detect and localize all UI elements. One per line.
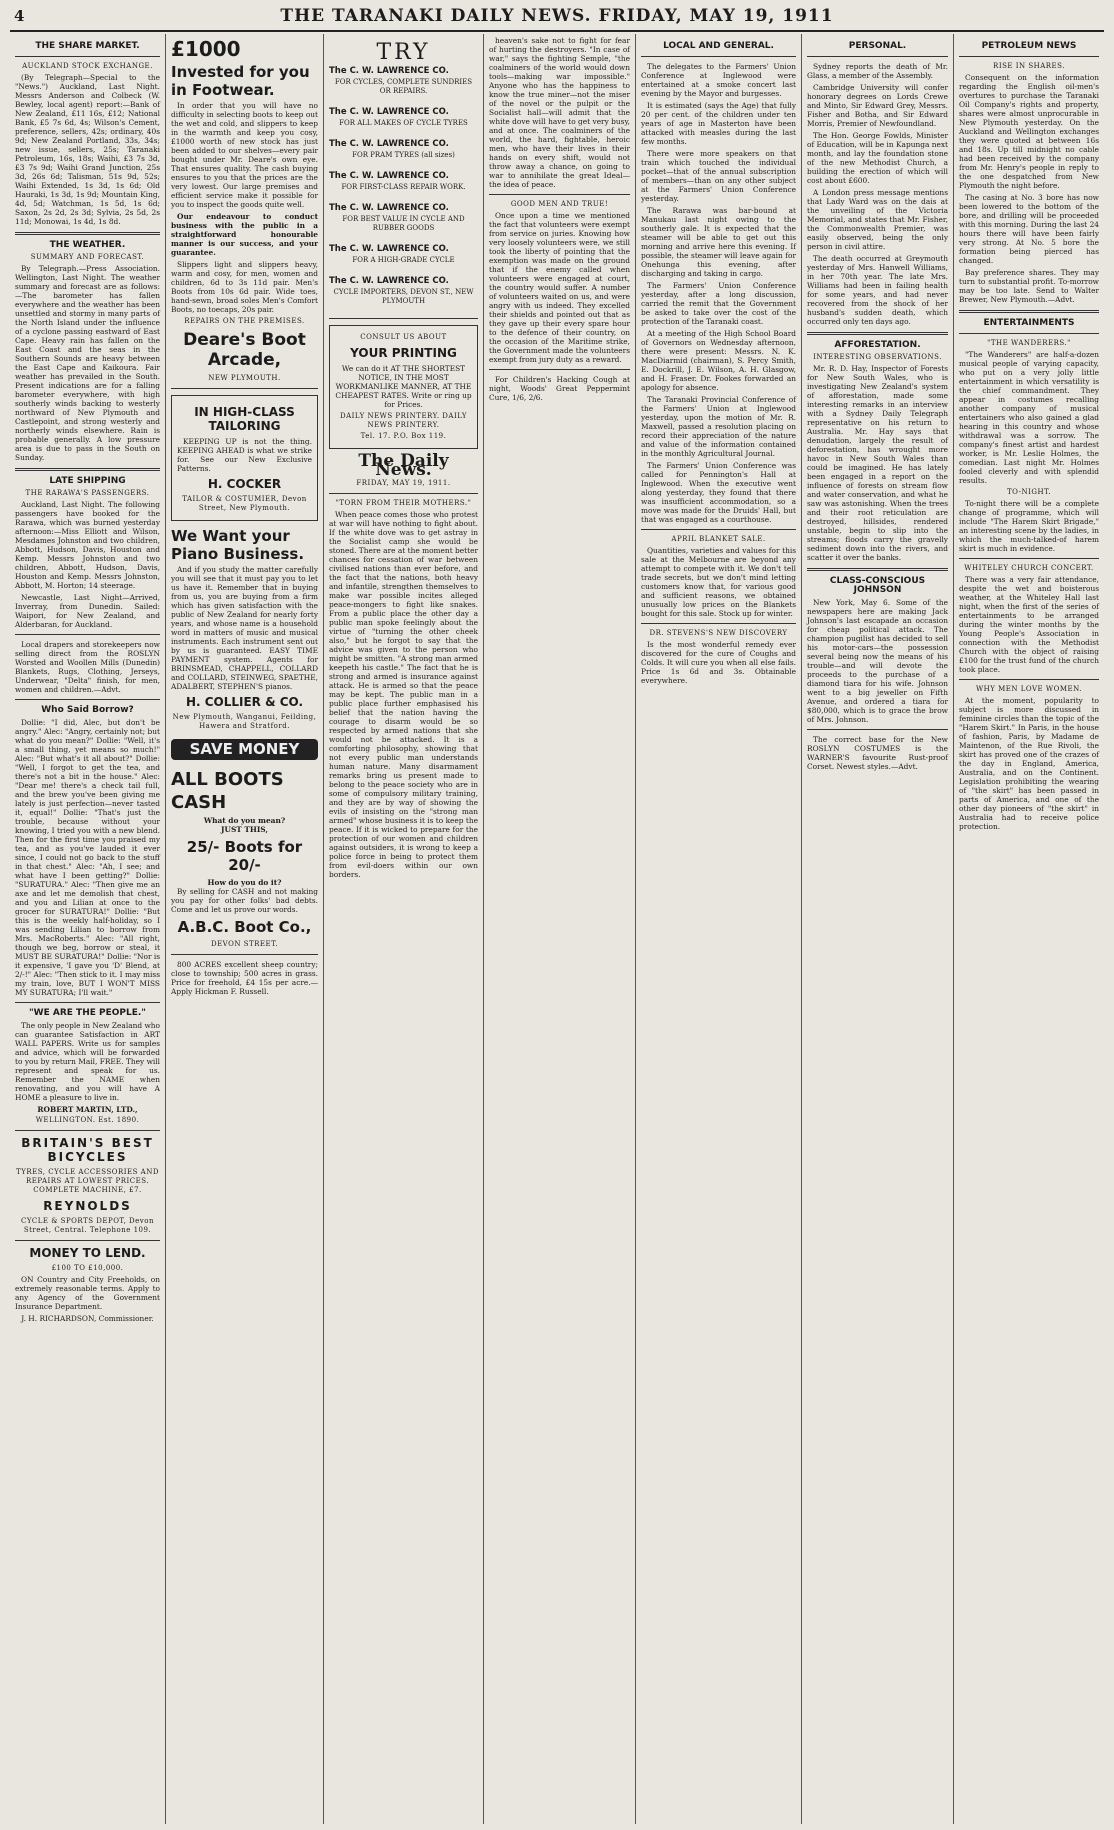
local-item: It is estimated (says the Age) that fully 20 per cent. of the children under ten years of age in Masterton have been attacked with measles during the last few months. xyxy=(641,101,796,146)
all-boots-cash: ALL BOOTS CASH xyxy=(171,769,284,813)
editorial-continued: heaven's sake not to fight for fear of hurting the destroyers. "In case of war," says the fighting Semple, "the coalminers of the world would down tools—making war impossible." Anyone who has the happiness to know the true miner—not the miser of the novel or the pulpit or the Socialist hall—will admit that the white dove will have to get very busy, and at once. The coalminers of the world, the hard, fightable, heroic men, who have their lives in their hands on every shift, would not throw away a chance, on going to war to annihilate the great Ideal—the idea of peace. xyxy=(489,36,630,189)
shipping-subhead: THE RARAWA'S PASSENGERS. xyxy=(25,489,150,497)
column-3 xyxy=(324,34,484,1824)
columns xyxy=(10,34,1104,1824)
column-4 xyxy=(484,34,636,1824)
shipping-report: Auckland, Last Night. The following passengers have booked for the Rarawa, which was burned yesterday afternoon:—Miss Elliott and Wilson, Mesdames Johnston and two children, Abbott, Hudson, Davis, Houston and Kemp. Messrs Johnston and two children, Abbott, Hudson, Davis, Houston and Kemp. Messrs Johnston, Abbott, M. Horton; 14 steerage. xyxy=(15,500,160,590)
cocker-name: H. COCKER xyxy=(207,477,282,491)
local-item: The Farmers' Union Conference yesterday, after a long discussion, carried the remit that the Government be asked to take over the cost of the protection of the Taranaki coast. xyxy=(641,281,796,326)
newcastle-report: Newcastle, Last Night—Arrived, Inverray, from Dunedin. Sailed: Waipori, for New Zealand, and Alderbaran, for Auckland. xyxy=(15,593,160,629)
acres-advert: 800 ACRES excellent sheep country; close to township; 500 acres in grass. Price for freehold, £4 15s per acre.—Apply Hickman F. Russell. xyxy=(171,960,318,996)
tailoring-advert xyxy=(171,395,318,521)
printery-tel: Tel. 17. P.O. Box 119. xyxy=(360,432,447,440)
lawrence-line: FOR FIRST-CLASS REPAIR WORK. xyxy=(341,183,466,191)
boots-how: How do you do it? xyxy=(207,878,282,887)
boots-question: What do you mean? xyxy=(203,816,286,825)
tyres-advert: TYRES, CYCLE ACCESSORIES AND REPAIRS AT LOWEST PRICES. COMPLETE MACHINE, £7. xyxy=(16,1168,159,1194)
stevens-heading: DR. STEVENS'S NEW DISCOVERY xyxy=(649,629,788,637)
cough-advert: For Children's Hacking Cough at night, Woods' Great Peppermint Cure, 1/6, 2/6. xyxy=(489,375,630,402)
printing-advert xyxy=(329,325,478,449)
local-item: The Farmers' Union Conference was called for Pennington's Hall at Inglewood. When the executive went along yesterday, they found that there was insufficient accommodation, so a move was made for the Druids' Hall, but that was engaged as a courthouse. xyxy=(641,461,796,524)
local-item: At a meeting of the High School Board of Governors on Wednesday afternoon, there were present: Messrs. N. K. MacDiarmid (chairman), S. Percy Smith, E. Dockrill, J. E. Wilson, A. H. Glasgow, and H. Fraser. Dr. Fookes forwarded an apology for absence. xyxy=(641,329,796,392)
piano-body: And if you study the matter carefully you will see that it must pay you to let us have it. Remember that in buying from us, you are buying from a firm which has given satisfaction with the public of New Zealand for nearly forty years, and whose name is a household word in matters of music and musical instruments. Each instrument sent out by us is guaranteed. EASY TIME PAYMENT system. Agents for BRINSMEAD, CHAPPELL, COLLARD and COLLARD, STEINWEG, SPAETHE, ADALBERT, STEPHEN'S pianos. xyxy=(171,565,318,691)
whiteley-heading: WHITELEY CHURCH CONCERT. xyxy=(964,564,1094,572)
paper-title: The Daily News. xyxy=(358,451,449,480)
column-6 xyxy=(802,34,954,1824)
money-range: £100 TO £10,000. xyxy=(51,1264,124,1272)
petroleum-heading: PETROLEUM NEWS xyxy=(981,41,1077,51)
boots-price: 25/- Boots for 20/- xyxy=(186,838,303,874)
deare-place: NEW PLYMOUTH. xyxy=(208,374,281,382)
reynolds-address: CYCLE & SPORTS DEPOT, Devon Street, Central. Telephone 109. xyxy=(21,1217,154,1234)
lawrence-name: The C. W. LAWRENCE CO. xyxy=(329,276,449,286)
robert-martin: ROBERT MARTIN, LTD., xyxy=(37,1105,138,1114)
lawrence-line: FOR A HIGH-GRADE CYCLE xyxy=(352,256,455,264)
footwear-heading: Invested for you in Footwear. xyxy=(171,63,310,99)
repairs-note: REPAIRS ON THE PREMISES. xyxy=(184,317,305,325)
afforestation-heading: AFFORESTATION. xyxy=(834,340,921,350)
lawrence-line: FOR CYCLES, COMPLETE SUNDRIES OR REPAIRS. xyxy=(334,78,473,95)
tailoring-body: KEEPING UP is not the thing. KEEPING AHEAD is what we strike for. See our New Exclusive Patterns. xyxy=(177,437,312,473)
local-item: The delegates to the Farmers' Union Conference at Inglewood were entertained at a smoke concert last evening by the Mayor and burgesses. xyxy=(641,62,796,98)
abc-boot-name: A.B.C. Boot Co., xyxy=(177,918,312,936)
stevens-body: Is the most wonderful remedy ever discovered for the cure of Coughs and Colds. It will cure you when all else fails. Price 1s 6d and 3s. Obtainable everywhere. xyxy=(641,640,796,685)
piano-heading: We Want your Piano Business. xyxy=(171,527,305,563)
editorial-body: When peace comes those who protest at war will have nothing to fight about. If the white dove was to get astray in the Socialist camp she would be stoned. There are at the moment better chances for cessation of war between civilised nations than ever before, and the fact that the nations, both heavy and infantile, strengthen themselves to make war possible incites alleged peace-mongers to fight like snakes. From a public place the other day a public man spoke feelingly about the virtue of "turning the other cheek also," but he forgot to say that the advice was given to the person who might be smitten. "A strong man armed keepeth his castle." The fact that he is strong and armed is insurance against attack. He is armed so that the peace may be kept. The public man in a public place further emphasised his belief that the nation having the courage to disarm would be so respected by armed nations that she would not be attacked. It is a comforting philosophy, showing that not every public man understands human nature. Many disarmament remarks bring us present made to belong to the peace society who are in some of compulsory military training, and they are by way of showing the evils of insisting on the "strong man armed" whose business it is to keep the peace. If it is wicked to prepare for the protection of our women and children against outsiders, it is wrong to keep a police force in being to protect them from evil-doers within our own borders. xyxy=(329,510,478,879)
printing-heading: YOUR PRINTING xyxy=(350,346,457,360)
boots-this: JUST THIS, xyxy=(221,825,268,834)
weather-subhead: SUMMARY AND FORECAST. xyxy=(30,253,145,261)
personal-heading: PERSONAL. xyxy=(848,41,907,51)
bay-advert: Bay preference shares. They may turn to substantial profit. To-morrow may be too late. Send to Walter Brewer, New Plymouth.—Advt. xyxy=(959,268,1099,304)
lawrence-advert xyxy=(329,67,478,306)
johnson-body: New York, May 6. Some of the newspapers here are making Jack Johnson's last escapade an occasion for cheap political attack. The champion pugilist has decided to sell his motor-cars—the possession several being now the means of his trouble—and will devote the proceeds to the purchase of a diamond tiara for his wife. Johnson went to a big jeweller on Fifth Avenue, and ordered a tiara for $80,000, which is to grace the brow of Mrs. Johnson. xyxy=(807,598,948,724)
column-7 xyxy=(954,34,1104,1824)
collier-name: H. COLLIER & CO. xyxy=(185,695,304,709)
reynolds: REYNOLDS xyxy=(43,1199,132,1213)
personal-item: Sydney reports the death of Mr. Glass, a member of the Assembly. xyxy=(807,62,948,80)
local-item: There were more speakers on that train which touched the individual pocket—that of the annual subscription of members—than on any other subject at the Farmers' Union Conference yesterday. xyxy=(641,149,796,203)
tonight-heading: TO-NIGHT. xyxy=(1007,488,1051,496)
lawrence-line: FOR ALL MAKES OF CYCLE TYRES xyxy=(339,119,468,127)
local-heading: LOCAL AND GENERAL. xyxy=(663,41,774,51)
try-heading: TRY xyxy=(376,40,431,65)
printery-name: DAILY NEWS PRINTERY. DAILY NEWS PRINTERY. xyxy=(339,412,468,429)
roslyn-advert: Local drapers and storekeepers now selling direct from the ROSLYN Worsted and Woollen Mills (Dunedin) Blankets, Rugs, Clothing, Jerseys, Underwear, "Delta" finish, for men, women and children.—Advt. xyxy=(15,640,160,694)
shipping-heading: LATE SHIPPING xyxy=(49,476,126,486)
whiteley-body: There was a very fair attendance, despite the wet and boisterous weather, at the Whiteley Hall last night, when the first of the series of entertainments to be arranged during the winter months by the Young People's Association in connection with the Methodist Church with the object of raising £100 for the trust fund of the church took place. xyxy=(959,575,1099,674)
consult-text: CONSULT US ABOUT xyxy=(360,333,447,341)
robert-martin-place: WELLINGTON. Est. 1890. xyxy=(35,1116,140,1124)
weather-heading: THE WEATHER. xyxy=(49,240,126,250)
money-heading: MONEY TO LEND. xyxy=(29,1246,146,1260)
page-number: 4 xyxy=(14,7,25,25)
weather-report: By Telegraph.—Press Association. Wellington, Last Night. The weather summary and forecast are as follows:—The barometer has fallen everywhere and the weather has been unsettled and stormy in many parts of the North Island under the influence of a cyclone passing eastward of East Cape. Heavy rain has fallen on the East Coast and the seas in the Southern Sounds are heavy between the East Cape and Kaikoura. Fair weather has prevailed in the South. Present indications are for a falling barometer everywhere, with high southerly winds backing to westerly northward of New Plymouth and Castlepoint, and strong westerly and northerly winds elsewhere. Rain is probable generally. A low pressure area is due to pass in the South on Sunday. xyxy=(15,264,160,462)
lawrence-name: The C. W. LAWRENCE CO. xyxy=(329,139,449,149)
borrow-dialogue: Dollie: "I did, Alec, but don't be angry." Alec: "Angry, certainly not; but what do you mean?" Dollie: "Well, it's a small thing, yet means so much!" Alec: "But what's it all about?" Dollie: "Well, I forgot to get the tea, and there's not a bit in the house." Alec: "Dear me! there's a check tail full, and the brew you've been giving me lately is just perfection—never tasted it, equal!" Dollie: "That's just the trouble, because without your knowing, I tried you with a new blend. Then for the first time you praised my tea, and as you've lauded it ever since, I could not go back to the stuff in that chest." Alec: "Ah, I see; and what have I been getting?" Dollie: "SURATURA." Alec: "Then give me an axe and let me demolish that chest, and you and Lilian at once to the grocer for SURATURA!" Dollie: "But this is the weekly half-holiday, so I was sending Lilian to borrow from Mrs. MacRoberts." Alec: "All right, though we beg, borrow or steal, it MUST BE SURATURA!" Dollie: "Nor is it expensive, 'I gave you 'D' Blend, at 2/-!" Alec: "Then stick to it. I may miss my train, love, BUT I WON'T MISS MY SURATURA; I'll wait." xyxy=(15,718,160,997)
sale-body: Quantities, varieties and values for this sale at the Melbourne are beyond any attempt to compete with it. We don't tell trade secrets, but we don't mind letting customers know that, for various good and sufficient reasons, we obtained unusually low prices on the Blankets bought for this sale. Stock up for winter. xyxy=(641,546,796,618)
petroleum-body: Consequent on the information regarding the English oil-men's overtures to purchase the Taranaki Oil Company's rights and property, shares were almost unprocurable in New Plymouth yesterday. On the Auckland and Wellington exchanges they were quoted at between 16s and 18s. Up till midnight no cable had been received by the company from Mr. Henry's people in reply to the one despatched from New Plymouth the night before. xyxy=(959,73,1099,190)
tonight-body: To-night there will be a complete change of programme, which will include "The Harem Skirt Brigade," an interesting scene by the ladies, in which the much-talked-of harem skirt is much in evidence. xyxy=(959,499,1099,553)
local-item: The Rarawa was bar-bound at Manukau last night owing to the southerly gale. It is expected that the steamer will be able to get out this morning and arrive here this evening. If possible, the steamer will leave again for Onehunga this evening, after discharging and taking in cargo. xyxy=(641,206,796,278)
column-2 xyxy=(166,34,324,1824)
boots-body: By selling for CASH and not making you pay for other folks' bad debts. Come and let us prove our words. xyxy=(171,887,318,914)
afforestation-subhead: INTERESTING OBSERVATIONS. xyxy=(813,353,942,361)
petroleum-subhead: RISE IN SHARES. xyxy=(993,62,1065,70)
women-body: At the moment, popularity to subject is more discussed in feminine circles than the topic of the "Harem Skirt." In Paris, in the house of fashion, Paris, by Madame de Maintenon, of the Rue Rivoli, the skirt has proved one of the crazes of the day in England, America, Australia, and on the Continent. Legislation prohibiting the wearing of "the skirt" has been passed in parts of America, and one of the other day pioneers of "the skirt" in Australia had to receive police protection. xyxy=(959,696,1099,831)
borrow-heading: Who Said Borrow? xyxy=(41,705,134,715)
wanderers-heading: "THE WANDERERS." xyxy=(987,339,1071,347)
local-item: The Taranaki Provincial Conference of the Farmers' Union at Inglewood yesterday, upon the motion of Mr. R. Maxwell, passed a resolution placing on record their appreciation of the nature and value of the information contained in the monthly Agricultural Journal. xyxy=(641,395,796,458)
people-advert: The only people in New Zealand who can guarantee Satisfaction in ART WALL PAPERS. Write us for samples and advice, which will be forwarded to you by return Mail, FREE. They will represent and speak for us. Remember the NAME when renovating, and you will have A HOME a pleasure to live in. xyxy=(15,1021,160,1102)
column-5 xyxy=(636,34,802,1824)
lawrence-name: The C. W. LAWRENCE CO. xyxy=(329,171,449,181)
good-men-body: Once upon a time we mentioned the fact that volunteers were exempt from service on juries. Knowing how very loosely volunteers were, we still took the liberty of pointing that the exemption was made on the ground that if the enemy called when volunteers were engaged at court, the country would suffer. A number of volunteers waited on us, and were angry with us indeed. They excelled their shields and pointed out that as they gave up their every spare hour to the defence of their country, on the occasion of the Maritime strike, the Government made the volunteers exempt from jury duty as a reward. xyxy=(489,211,630,364)
lawrence-line: CYCLE IMPORTERS, DEVON ST., NEW PLYMOUTH xyxy=(333,288,474,305)
women-heading: WHY MEN LOVE WOMEN. xyxy=(975,685,1083,693)
lawrence-line: FOR BEST VALUE IN CYCLE AND RUBBER GOODS xyxy=(342,215,465,232)
save-money-banner: SAVE MONEY xyxy=(171,739,318,760)
column-1 xyxy=(10,34,166,1824)
britains-bicycles: BRITAIN'S BEST BICYCLES xyxy=(21,1136,154,1164)
editorial-heading: "TORN FROM THEIR MOTHERS." xyxy=(335,499,472,507)
personal-item: The Hon. George Fowlds, Minister of Education, will be in Kapunga next month, and lay the foundation stone of the new Methodist Church, a building the erection of which will cost about £600. xyxy=(807,131,948,185)
richardson: J. H. RICHARDSON, Commissioner. xyxy=(21,1314,154,1323)
footwear-body: In order that you will have no difficulty in selecting boots to keep out the wet and cold, and slippers to keep in the warmth and keep you cosy, £1000 worth of new stock has just been added to our shelves—every pair bought under Mr. Deare's own eye. That ensures quality. The cash buying ensures to you that the prices are the very lowest. Our large premises and efficient service make it possible for you to inspect the goods quite well. xyxy=(171,101,318,209)
lawrence-line: FOR PRAM TYRES (all sizes) xyxy=(352,151,455,159)
deare-name: Deare's Boot Arcade, xyxy=(183,330,306,370)
share-market-heading: THE SHARE MARKET. xyxy=(35,41,140,51)
stock-exchange-subhead: AUCKLAND STOCK EXCHANGE. xyxy=(22,62,153,70)
lawrence-name: The C. W. LAWRENCE CO. xyxy=(329,66,449,76)
personal-item: Cambridge University will confer honorary degrees on Lords Crewe and Minto, Sir Edward Grey, Messrs. Fisher and Botha, and Sir Edward Morris, Premier of Newfoundland. xyxy=(807,83,948,128)
tailoring-heading: IN HIGH-CLASS TAILORING xyxy=(194,405,295,433)
collier-places: New Plymouth, Wanganui, Feilding, Hawera and Stratford. xyxy=(172,713,317,730)
wanderers-body: "The Wanderers" are half-a-dozen musical people of varying capacity, who put on a very jolly little entertainment in which versatility is the chief commandment. They appear in costumes recalling another company of musical entertainers who also gained a glad hearing in this country and whose withdrawal was a sorrow. The company's finest artist and hardest worker, is Mr. Leslie Holmes, the comedian. Last night Mr. Holmes fooled cleverly and with splendid results. xyxy=(959,350,1099,485)
abc-boot-place: DEVON STREET. xyxy=(210,940,279,948)
masthead xyxy=(10,6,1104,32)
money-body: ON Country and City Freeholds, on extremely reasonable terms. Apply to any Agency of the Government Insurance Department. xyxy=(15,1275,160,1311)
afforestation-body: Mr. R. D. Hay, Inspector of Forests for New South Wales, who is investigating New Zealand's system of afforestation, made some interesting remarks in an interview with a Sydney Daily Telegraph representative on his return to Australia. Mr. Hay says that denudation, largely the result of deforestation, has wrought more havoc in New South Wales than could be imagined. He has lately been engaged in a report on the influence of forests on stream flow and water conservation, and what he saw was astonishing. When the trees and their root reticulation are destroyed, hillsides, rendered unstable, begin to slip into the streams; floods carry the gravelly sediment down into the rivers, and scatter it over the banks. xyxy=(807,364,948,562)
cocker-address: TAILOR & COSTUMIER, Devon Street, New Plymouth. xyxy=(182,495,307,512)
people-heading: "WE ARE THE PEOPLE." xyxy=(28,1008,146,1018)
share-report: (By Telegraph—Special to the "News.") Auckland, Last Night. Messrs Anderson and Colbeck (W. Bewley, local agent) report:—Bank of New Zealand, £11 16s, £12; National Bank, £5 7s 6d, 4s; Wilson's Cement, preference, sellers, 42s; ordinary, 40s 9d; New Zealand Portland, 33s, 34s; new issue, sellers, 25s; Taranaki Petroleum, 16s, 18s; Waihi, £3 7s 3d, £3 7s 9d; Waihi Grand Junction, 25s 3d, 26s 6d; Talisman, 51s 9d, 52s; Waihi Extended, 1s 3d, 1s 6d; Old Hauraki, 1s 3d, 1s 9d; Mountain King, 4d, 5d; Watchman, 1s 5d, 1s 6d; Saxon, 2s 2d, 2s 3d; Sylvia, 2s 5d, 2s 11d; Monowai, 1s 4d, 1s 8d. xyxy=(15,73,160,226)
personal-item: The death occurred at Greymouth yesterday of Mrs. Hanwell Williams, in her 70th year. The late Mrs. Williams had been in failing health for some years, and had never recovered from the shock of her husband's sudden death, which occurred only ten days ago. xyxy=(807,254,948,326)
personal-item: A London press message mentions that Lady Ward was on the dais at the unveiling of the Victoria Memorial, and states that Mr. Fisher, the Commonwealth Premier, was easily observed, being the only person in civil attire. xyxy=(807,188,948,251)
entertainments-heading: ENTERTAINMENTS xyxy=(983,318,1075,328)
lawrence-name: The C. W. LAWRENCE CO. xyxy=(329,244,449,254)
johnson-heading: CLASS-CONSCIOUS JOHNSON xyxy=(829,576,926,595)
newspaper-title: THE TARANAKI DAILY NEWS. FRIDAY, MAY 19, 1911 xyxy=(280,6,834,26)
endeavour-text: Our endeavour to conduct business with the public in a straightforward honourable manner is our success, and your guarantee. xyxy=(171,212,318,257)
printing-body: We can do it AT THE SHORTEST NOTICE, IN THE MOST WORKMANLIKE MANNER, AT THE CHEAPEST RATES. Write or ring up for Prices. xyxy=(335,364,472,409)
sale-heading: APRIL BLANKET SALE. xyxy=(671,535,766,543)
lawrence-name: The C. W. LAWRENCE CO. xyxy=(329,203,449,213)
date-line: FRIDAY, MAY 19, 1911. xyxy=(356,479,451,487)
good-men-heading: GOOD MEN AND TRUE! xyxy=(510,200,609,208)
lawrence-name: The C. W. LAWRENCE CO. xyxy=(329,107,449,117)
roslyn-costumes-advert: The correct base for the New ROSLYN COSTUMES is the WARNER'S favourite Rust-proof Corset. Newest styles.—Advt. xyxy=(807,735,948,771)
footwear-prices: Slippers light and slippers heavy, warm and cosy, for men, women and children, 6d to 3s 11d pair. Men's Boots from 10s 6d pair. Wide toes, hand-sewn, broad soles Men's Comfort Boots, no toecaps, 20s pair. xyxy=(171,260,318,314)
casing-report: The casing at No. 3 bore has now been lowered to the bottom of the bore, and drilling will be proceeded with this morning. During the last 24 hours there will have been fairly very strong. At No. 5 bore the formation being pierced has changed. xyxy=(959,193,1099,265)
footwear-amount: £1000 xyxy=(171,37,241,61)
